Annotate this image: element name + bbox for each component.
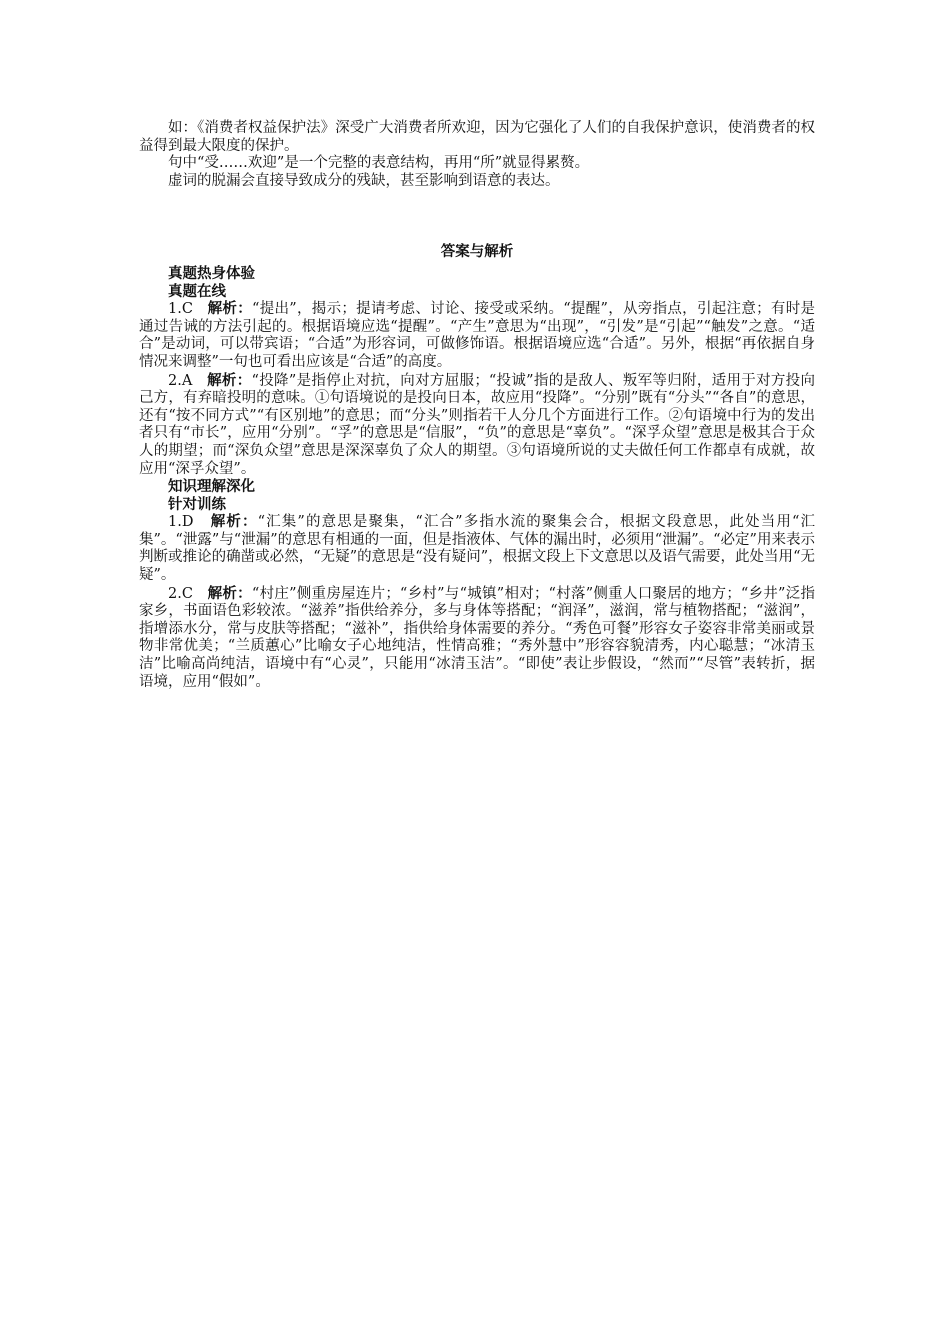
answer-item	[139, 372, 815, 479]
section-subheading-training: 针对训练	[168, 495, 226, 513]
answer-item	[139, 300, 815, 371]
answer-number: 2.C	[168, 585, 193, 602]
answers-title: 答案与解析	[440, 243, 514, 261]
answer-text: “村庄”侧重房屋连片；“乡村”与“城镇”相对；“村落”侧重人口聚居的地方；“乡井”泛指家乡，书面语色彩较浓。“滋养”指供给养分，多与身体等搭配；“润泽”，滋润，常与植物搭配；“滋润”，指增添水分，常与皮肤等搭配；“滋补”，指供给身体需要的养分。“秀色可餐”形容女子姿容非常美丽或景物非常优美；“兰质蕙心”比喻女子心地纯洁，性情高雅；“秀外慧中”形容容貌清秀，内心聪慧；“冰清玉洁”比喻高尚纯洁，语境中有“心灵”，只能用“冰清玉洁”。“即使”表让步假设，“然而”“尽管”表转折，据语境，应用“假如”。	[139, 585, 815, 690]
analysis-label: 解析：	[210, 513, 258, 531]
intro-explanation-paragraph: 句中“受……欢迎”是一个完整的表意结构，再用“所”就显得累赘。	[168, 155, 590, 172]
answer-number: 2.A	[168, 372, 193, 389]
answer-number: 1.D	[168, 514, 194, 531]
document-page	[139, 120, 815, 691]
analysis-label: 解析：	[207, 371, 252, 389]
answer-text: “投降”是指停止对抗，向对方屈服；“投诚”指的是敌人、叛军等归附，适用于对方投向己方，有弃暗投明的意味。①句语境说的是投向日本，故应用“投降”。“分别”既有“分头”“各自”的意思，还有“按不同方式”“有区别地”的意思；而“分头”则指若干人分几个方面进行工作。②句语境中行为的发出者只有“市长”，应用“分别”。“孚”的意思是“信服”，“负”的意思是“辜负”。“深孚众望”意思是极其合于众人的期望；而“深负众望”意思是深深辜负了众人的期望。③句语境所说的丈夫做任何工作都卓有成就，故应用“深孚众望”。	[139, 372, 815, 477]
answer-item	[139, 513, 815, 584]
analysis-label: 解析：	[207, 584, 252, 602]
answer-item	[139, 585, 815, 692]
answer-number: 1.C	[168, 301, 193, 318]
answer-text: “提出”，揭示；提请考虑、讨论、接受或采纳。“提醒”，从旁指点，引起注意；有时是通过告诫的方法引起的。根据语境应选“提醒”。“产生”意思为“出现”，“引发”是“引起”“触发”之意。“适合”是动词，可以带宾语；“合适”为形容词，可做修饰语。根据语境应选“合适”。另外，根据“再依据自身情况来调整”一句也可看出应该是“合适”的高度。	[139, 301, 815, 370]
answer-text: “汇集”的意思是聚集，“汇合”多指水流的聚集会合，根据文段意思，此处当用“汇集”。“泄露”与“泄漏”的意思有相通的一面，但是指液体、气体的漏出时，必须用“泄漏”。“必定”用来表示判断或推论的确凿或必然，“无疑”的意思是“没有疑问”，根据文段上下文意思以及语气需要，此处当用“无疑”。	[139, 514, 816, 584]
intro-example-paragraph: 如：《消费者权益保护法》深受广大消费者所欢迎，因为它强化了人们的自我保护意识，使消费者的权益得到最大限度的保护。	[139, 120, 815, 154]
intro-conclusion-paragraph: 虚词的脱漏会直接导致成分的残缺，甚至影响到语意的表达。	[168, 172, 560, 189]
analysis-label: 解析：	[207, 300, 253, 318]
section-heading-knowledge: 知识理解深化	[168, 478, 255, 496]
section-subheading-real-exam-online: 真题在线	[168, 282, 226, 300]
section-heading-real-exam: 真题热身体验	[168, 264, 255, 282]
